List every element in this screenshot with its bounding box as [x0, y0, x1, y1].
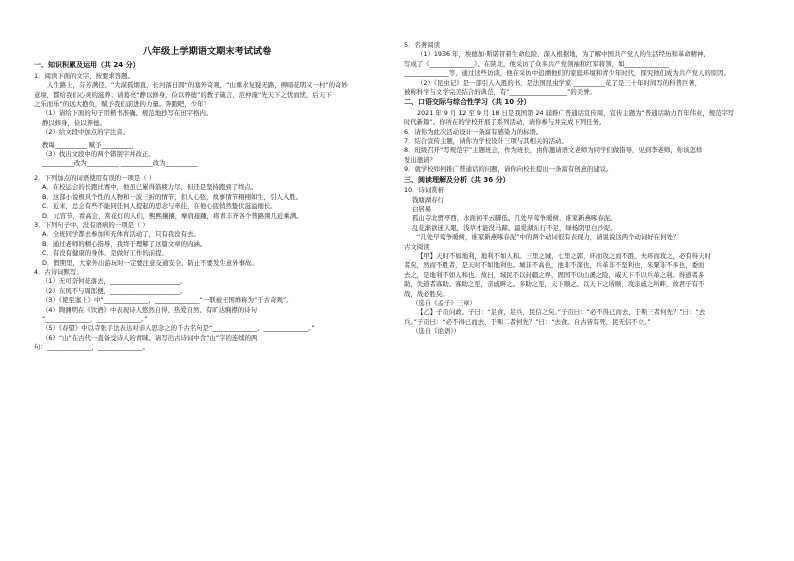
text-line: （4）陶渊明在《饮酒》中表现诗人悠然自得、热爱自然、有旷达胸襟的诗句: [42, 305, 257, 314]
text-line: 战，战必胜矣。: [404, 289, 449, 298]
text-line: 5．名著阅读: [404, 41, 441, 49]
text-line: 兵。”子贡曰：“必不得已而去，于斯二者何先？”曰：“去食。自古皆有死，民无信不立。”: [404, 317, 651, 326]
text-line: 意境，都给我们心灵的滋养；请葛亮“静以修身，俭以养德”的教子箴言，范仲淹“先天下之忧而忧，后天下: [34, 90, 332, 99]
text-line: 2021 年 9 月 12 至 9 月 18 日是我国第 24 届推广普通话宣传周，宣传主题为“普通话助力百年伟业，规范字写: [417, 108, 735, 117]
text-line: 发出邀请？: [404, 155, 436, 164]
text-line: 7．结合宣传主题，请你为学校设计三项与其相关的活动。: [404, 137, 568, 146]
text-line: （2）给文段中加点的字注音。: [42, 128, 130, 137]
text-line: 之乐而乐”的远大抱负，赋予我们前进的力量。奔跑吧，少年！: [34, 100, 210, 109]
text-line: D．假期里，大家外出游玩时一定要注意交通安全，防止不要发生意外事故。: [42, 258, 258, 267]
section-heading: 三、阅读理解及分析（共 36 分）: [404, 175, 510, 184]
text-line: 去之，是地利不如人和也。故曰，域民不以封疆之界，固国不以山溪之险，威天下不以兵革之利。得道者多: [404, 270, 705, 279]
text-line: 9．就学校如何推广普通话的问题，请你向校长提出一条富有创意的建议。: [404, 165, 613, 174]
left-lines: [34, 61, 380, 352]
text-line: 被称科学与文学完美结合的典范，有“__________________”的美誉。: [404, 88, 596, 97]
text-line: C．有没有健康的身体，是做好工作的前提。: [42, 249, 168, 258]
text-line: （2）《昆虫记》是一部引人入胜的书，是法国昆虫学家 __________花了是三十年时间写的科普巨著，: [417, 78, 702, 87]
left-column: [34, 0, 380, 353]
text-line: 教诲__________ 赋予__________: [42, 140, 134, 149]
text-line: 时代新篇”。你所在的学校开展了系列活动，请你参与并完成下列任务。: [404, 118, 606, 127]
right-column: [404, 0, 766, 337]
text-line: （5）《春望》中以寺张手法表达对亲人思念之的千古名句是“______________，______________。”: [42, 324, 315, 333]
text-line: 写成了《______________》。在陕北，他采访了众多共产党领袖和红军将领，如______________: [404, 59, 670, 68]
text-line: 3．下列句子中，没有语病的一项是（ ）: [34, 220, 149, 229]
text-line: （1）1936 年，埃德加·斯诺冒着生命危险，深入根据地，为了解中国共产党人的生活经历和革命精神，: [417, 50, 710, 59]
exam-title: 八年级上学期语文期末考试试卷: [142, 46, 272, 57]
text-line: 句：______________，______________。: [34, 343, 150, 352]
text-line: 1．阅读下面的文字，按要求答题。: [34, 71, 134, 80]
text-line: “几处早莺争暖树，谁家新燕啄春泥”中的两个动词很有表现力，请说说这两个动词好在何处？: [417, 233, 680, 242]
text-line: 乱花渐欲迷人眼，浅草才能没马蹄。最爱湖东行不足，绿杨阴里白沙堤。: [412, 223, 617, 232]
text-line: 钱塘湖春行: [412, 195, 444, 204]
text-line: （选自《论语》）: [412, 327, 460, 336]
section-heading: 一、知识积累及运用（共 24 分）: [34, 61, 140, 70]
text-line: 孤山寺北贾亭西，水面初平云脚低。几处早莺争暖树，谁家新燕啄春泥。: [412, 214, 617, 223]
text-line: 白居易: [412, 204, 432, 213]
text-line: （1）无可奈何花落去，______________________。: [42, 277, 187, 286]
text-line: 8．班级召开“写规范字”主题班会，作为班长，由你邀请语文老师为同学们做指导，见到李老师，你该怎样: [404, 146, 703, 155]
text-line: __________改为__________ __________改为__________: [42, 159, 198, 168]
text-line: （6）“山”在古代一直备受诗人的青睐。请写出古诗词中含“山”字的连续的两: [42, 333, 258, 342]
text-line: A．全班同学都去参加所充体育活动了，只有我没有去。: [42, 230, 200, 239]
text-line: ______________等，通过这些访谈，他在采访中追溯他们的家庭环境和青少年时代，探究他们成为共产党人的原因。: [404, 69, 730, 78]
text-line: B．通过老师的精心指导，我终于理解了这篇文章的内涵。: [42, 239, 207, 248]
right-lines: [404, 41, 766, 337]
text-line: 【甲】天时不如地利，地利不如人和。三里之城，七里之郭，环而攻之而不胜。夫环而攻之，必有得天时: [417, 251, 711, 260]
text-line: 古文阅读: [404, 242, 430, 251]
text-line: C．近来，总会有些不能同任何人提起的思念与牵挂，在他心底悄然蛰伏滋溢细长。: [42, 202, 277, 211]
text-line: 2．下列加点的词语使用有误的一项是（ ）: [34, 173, 156, 182]
text-line: 静以修身，俭以养德。: [42, 118, 106, 127]
text-line: B．这部小说极具个性的人物和一波三折的情节，扣人心弦，故事情节栩栩如生，引人入胜。: [42, 192, 303, 201]
text-line: 【乙】子贡问政。子曰：“足食，足兵，民信之矣。”子贡曰：“必不得已而去，于斯三者何先？”曰：“去: [417, 308, 706, 317]
section-heading: 二、口语交际与综合性学习（共 10 分）: [404, 98, 531, 107]
text-line: 6．请你为此次活动设计一条富有感染力的标语。: [404, 127, 543, 136]
text-line: A．在校运会的长跑比赛中，他虽已累得筋疲力尽，但还是坚持跑到了终点。: [42, 183, 258, 192]
text-line: “______________，______________。”: [42, 314, 148, 323]
text-line: D．元宵节，看高会、赏花灯的人们，熙熙攘攘，摩肩接踵，将青丰齐各个普路围几近乘满。: [42, 211, 303, 220]
text-line: 10．诗词赏析: [404, 186, 445, 195]
text-line: 人生路上，芬芳满径。“大漠孤烟直，长河落日圆”的塞外奇观，“山重水复疑无路，柳暗花明又一村”的奇妙: [47, 81, 348, 90]
text-line: （3）《使至塞上》中“______________，______________”一联被王国维称为“千古奇观”。: [42, 296, 293, 305]
text-line: （2）东风不与周郎便，______________________。: [42, 286, 187, 295]
text-line: 助，失道者寡助。寡助之至，亲戚畔之。多助之至，天下顺之。以天下之所顺，攻亲戚之所畔，故君子有不: [404, 280, 705, 289]
text-line: 者矣，然而不胜者，是天时不如地利也。城非不高也，池非不深也，兵革非不坚利也，米粟非不多也，委而: [404, 261, 705, 270]
text-line: 4．古诗词默写。: [34, 267, 83, 276]
text-line: （3）找出文段中的两个错别字并改正。: [42, 150, 155, 159]
text-line: （选自《孟子》三章）: [412, 298, 476, 307]
text-line: （1）请给下面的句子用楷书准确、规范地抄写在田字格内。: [42, 109, 213, 118]
